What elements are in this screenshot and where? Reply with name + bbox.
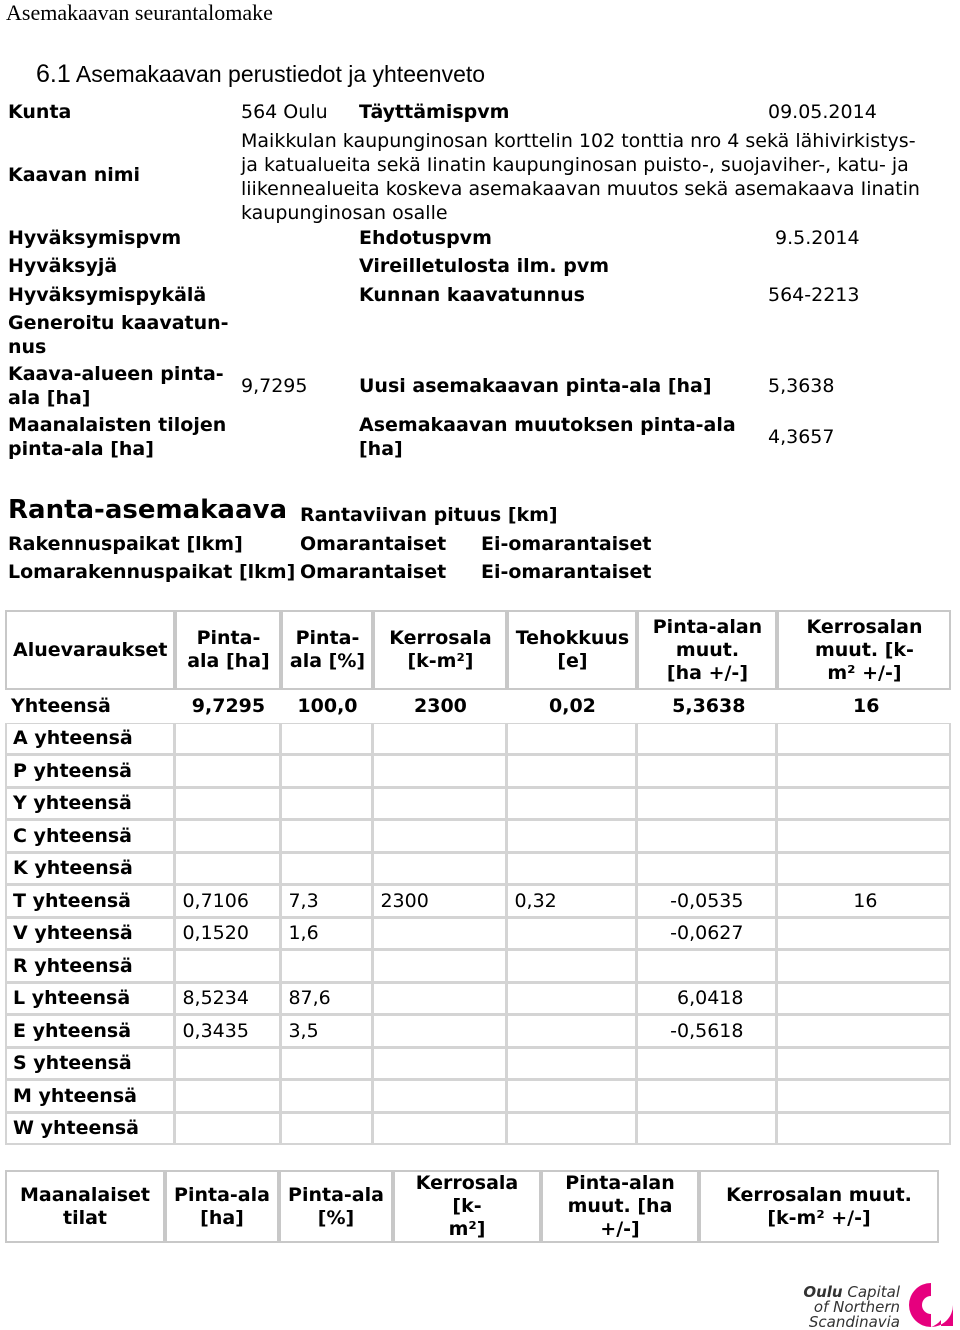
kaava-alue-value: 9,7295 [241, 375, 308, 397]
table-cell [281, 755, 373, 788]
tayttamispvm-value: 09.05.2014 [768, 101, 877, 123]
table-cell [175, 723, 281, 756]
header-line: Tehokkuus [515, 627, 630, 649]
hyvaksyja-label: Hyväksyjä [8, 255, 118, 277]
muutoksen-pinta-ala-label [359, 413, 736, 461]
header-line: [ha] [200, 1206, 244, 1229]
ei-omarantaiset-label-2: Ei-omarantaiset [481, 561, 652, 583]
table-cell [175, 755, 281, 788]
row-label: M yhteensä [5, 1080, 175, 1113]
header-line: ala [%] [289, 650, 366, 672]
table-cell: 0,32 [507, 885, 637, 918]
table-cell [373, 950, 507, 983]
table-cell: 2300 [414, 695, 467, 718]
table-cell [175, 788, 281, 821]
table-cell [637, 755, 777, 788]
table-row [5, 820, 951, 853]
table-cell: 2300 [373, 885, 507, 918]
table-cell [373, 853, 507, 886]
table-cell: 6,0418 [637, 983, 777, 1016]
table-cell [373, 788, 507, 821]
header-line: [k-m²] [407, 650, 474, 672]
label-line: [ha] [359, 438, 403, 460]
table-cell [373, 983, 507, 1016]
row-label: P yhteensä [5, 755, 175, 788]
section-number: 6.1 [36, 60, 71, 88]
table-cell [777, 1113, 951, 1146]
table-cell [507, 1048, 637, 1081]
column-header [777, 610, 951, 690]
table-cell [373, 755, 507, 788]
table-row [5, 690, 951, 723]
table-cell [777, 950, 951, 983]
table-row [5, 918, 951, 951]
label-line: Kaava-alueen pinta- [8, 363, 224, 385]
table-cell: 1,6 [281, 918, 373, 951]
table-cell [507, 755, 637, 788]
row-label: W yhteensä [5, 1113, 175, 1146]
rakennuspaikat-label: Rakennuspaikat [lkm] [8, 533, 243, 555]
table-cell: 0,02 [549, 695, 596, 718]
table-cell [777, 983, 951, 1016]
header-line: Pinta-alan [652, 615, 763, 638]
lomarakennuspaikat-label: Lomarakennuspaikat [lkm] [8, 561, 296, 583]
logo-line: of Northern [813, 1298, 900, 1316]
table-cell [373, 820, 507, 853]
table-cell [507, 853, 637, 886]
table-cell [637, 1113, 777, 1146]
table-cell [281, 723, 373, 756]
kaavan-nimi-line: ja katualueita sekä Iinatin kaupunginosan puisto-, suojaviher-, katu- ja [241, 154, 909, 176]
label-line: Asemakaavan muutoksen pinta-ala [359, 414, 736, 436]
table-row [5, 1015, 951, 1048]
table-cell [281, 950, 373, 983]
tayttamispvm-label: Täyttämispvm [359, 101, 510, 123]
table-cell [777, 755, 951, 788]
kunnan-kaavatunnus-label: Kunnan kaavatunnus [359, 284, 585, 306]
row-label: A yhteensä [5, 723, 175, 756]
row-label: S yhteensä [5, 1048, 175, 1081]
table-cell [373, 1048, 507, 1081]
table-cell [175, 1113, 281, 1146]
table-row [5, 885, 951, 918]
row-label: E yhteensä [5, 1015, 175, 1048]
column-header [393, 1170, 541, 1243]
table-cell: 0,3435 [175, 1015, 281, 1048]
table-row [5, 983, 951, 1016]
document-title: Asemakaavan seurantalomake [6, 0, 273, 25]
muutoksen-pinta-ala-value: 4,3657 [768, 426, 835, 448]
table-row [5, 788, 951, 821]
table-cell [777, 1080, 951, 1113]
table-row [5, 1080, 951, 1113]
header-line: Kerrosalan [806, 615, 923, 638]
table-cell [777, 820, 951, 853]
table-cell [507, 788, 637, 821]
kaava-alue-label [8, 362, 224, 410]
table-row [5, 1113, 951, 1146]
label-line: Generoitu kaavatun- [8, 312, 229, 334]
table-cell [507, 1080, 637, 1113]
header-line: muut. [k- [814, 638, 914, 661]
label-line: ala [ha] [8, 387, 91, 409]
table-cell [507, 1015, 637, 1048]
header-line: [%] [317, 1206, 355, 1229]
row-label: Yhteensä [11, 695, 111, 718]
kunnan-kaavatunnus-value: 564-2213 [768, 284, 860, 306]
column-header [165, 1170, 279, 1243]
maanalaiset-tilat-table [5, 1170, 939, 1243]
kaavan-nimi-line: liikennealueita koskeva asemakaavan muutos sekä asemakaava Iinatin [241, 178, 920, 200]
table-cell: -0,0627 [637, 918, 777, 951]
row-label: C yhteensä [5, 820, 175, 853]
header-line: Kerrosala [k- [415, 1172, 519, 1217]
table-cell [777, 1015, 951, 1048]
kaavan-nimi-label: Kaavan nimi [8, 164, 141, 186]
table-cell: 0,7106 [175, 885, 281, 918]
aluevaraukset-table [5, 610, 951, 1145]
kaavan-nimi-value [241, 129, 920, 225]
table-cell [507, 820, 637, 853]
table-cell [373, 918, 507, 951]
column-header [541, 1170, 699, 1243]
table-row [5, 853, 951, 886]
kunta-label: Kunta [8, 101, 72, 123]
table-cell [637, 820, 777, 853]
table-cell [637, 1048, 777, 1081]
table-cell [637, 788, 777, 821]
header-line: muut. [675, 638, 740, 661]
label-line: nus [8, 336, 47, 358]
section-title: Asemakaavan perustiedot ja yhteenveto [75, 61, 486, 87]
table-cell [507, 918, 637, 951]
kaavan-nimi-line: Maikkulan kaupunginosan korttelin 102 tonttia nro 4 sekä lähivirkistys- [241, 130, 916, 152]
vireilletulo-label: Vireilletulosta ilm. pvm [359, 255, 610, 277]
uusi-pinta-ala-label: Uusi asemakaavan pinta-ala [ha] [359, 375, 712, 397]
table-cell [507, 1113, 637, 1146]
table-cell [175, 950, 281, 983]
header-line: Pinta-alan [565, 1172, 675, 1194]
table-cell [637, 950, 777, 983]
table-row [5, 755, 951, 788]
table-row [5, 950, 951, 983]
table-cell [507, 983, 637, 1016]
table-cell [777, 1048, 951, 1081]
table-cell: 8,5234 [175, 983, 281, 1016]
column-header [175, 610, 281, 690]
column-header [5, 1170, 165, 1243]
omarantaiset-label-2: Omarantaiset [300, 561, 447, 583]
row-label: V yhteensä [5, 918, 175, 951]
table-cell [373, 1015, 507, 1048]
table-cell [281, 853, 373, 886]
column-header [699, 1170, 939, 1243]
column-header [373, 610, 507, 690]
header-line: [ha +/-] [666, 661, 748, 684]
header-row [5, 1170, 939, 1243]
ehdotuspvm-value: 9.5.2014 [775, 227, 860, 249]
oulu-logo-text [780, 1285, 900, 1330]
table-cell: 87,6 [281, 983, 373, 1016]
table-cell [281, 1048, 373, 1081]
table-cell [777, 853, 951, 886]
table-cell [175, 853, 281, 886]
header-line: Maanalaiset [19, 1183, 151, 1206]
table-cell: 100,0 [297, 695, 358, 718]
logo-capital: Capital [842, 1283, 900, 1301]
table-cell [281, 788, 373, 821]
column-header [279, 1170, 393, 1243]
table-cell: 16 [777, 885, 951, 918]
header-line: ala [ha] [187, 650, 270, 672]
hyvaksymispykala-label: Hyväksymispykälä [8, 284, 207, 306]
column-header [281, 610, 373, 690]
table-row [5, 723, 951, 756]
row-label: R yhteensä [5, 950, 175, 983]
table-cell [507, 723, 637, 756]
table-cell [175, 820, 281, 853]
table-cell: 5,3638 [672, 695, 746, 718]
logo-oulu: Oulu [803, 1283, 843, 1301]
header-line: Pinta-ala [174, 1183, 270, 1206]
column-header [5, 610, 175, 690]
column-header [637, 610, 777, 690]
row-label: T yhteensä [5, 885, 175, 918]
generoitu-kaavatunnus-label [8, 311, 229, 359]
maanalaisten-label [8, 413, 226, 461]
table-cell [373, 1113, 507, 1146]
column-header [507, 610, 637, 690]
header-line: Kerrosala [389, 627, 492, 649]
table-cell [373, 723, 507, 756]
table-cell: -0,0535 [637, 885, 777, 918]
row-label: K yhteensä [5, 853, 175, 886]
header-line: [e] [557, 650, 588, 672]
header-line: tilat [62, 1206, 107, 1229]
table-cell [637, 723, 777, 756]
table-cell [777, 788, 951, 821]
hyvaksymispvm-label: Hyväksymispvm [8, 227, 182, 249]
logo-line: Scandinavia [808, 1313, 900, 1330]
table-cell: -0,5618 [637, 1015, 777, 1048]
label-line: pinta-ala [ha] [8, 438, 154, 460]
table-cell [637, 1080, 777, 1113]
table-cell [637, 853, 777, 886]
header-line: Aluevaraukset [13, 638, 168, 661]
table-cell [777, 723, 951, 756]
table-cell [281, 820, 373, 853]
table-cell [175, 1048, 281, 1081]
header-line: m²] [448, 1218, 486, 1240]
header-line: Kerrosalan muut. [726, 1183, 912, 1206]
header-line: Pinta-ala [288, 1183, 384, 1206]
header-row [5, 610, 951, 690]
ranta-asemakaava-title: Ranta-asemakaava [8, 495, 288, 525]
table-cell [507, 950, 637, 983]
omarantaiset-label: Omarantaiset [300, 533, 447, 555]
header-line: muut. [ha +/-] [567, 1195, 673, 1240]
header-line: m² +/-] [827, 661, 902, 684]
header-line: Pinta- [196, 627, 261, 649]
row-label: L yhteensä [5, 983, 175, 1016]
table-row [5, 1048, 951, 1081]
header-line: Pinta- [295, 627, 360, 649]
table-cell: 7,3 [281, 885, 373, 918]
header-line: [k-m² +/-] [767, 1206, 871, 1229]
section-heading [36, 60, 485, 89]
rantaviiva-label: Rantaviivan pituus [km] [300, 504, 558, 526]
table-cell: 16 [853, 695, 880, 718]
table-cell [281, 1113, 373, 1146]
kunta-value: 564 Oulu [241, 101, 328, 123]
table-cell [373, 1080, 507, 1113]
table-cell: 0,1520 [175, 918, 281, 951]
row-label: Y yhteensä [5, 788, 175, 821]
ei-omarantaiset-label: Ei-omarantaiset [481, 533, 652, 555]
table-cell: 3,5 [281, 1015, 373, 1048]
uusi-pinta-ala-value: 5,3638 [768, 375, 835, 397]
table-cell [777, 918, 951, 951]
label-line: Maanalaisten tilojen [8, 414, 227, 436]
table-cell [281, 1080, 373, 1113]
table-cell: 9,7295 [191, 695, 266, 718]
ehdotuspvm-label: Ehdotuspvm [359, 227, 492, 249]
table-cell [175, 1080, 281, 1113]
oulu-logo-icon [905, 1280, 957, 1330]
kaavan-nimi-line: kaupunginosan osalle [241, 202, 448, 224]
